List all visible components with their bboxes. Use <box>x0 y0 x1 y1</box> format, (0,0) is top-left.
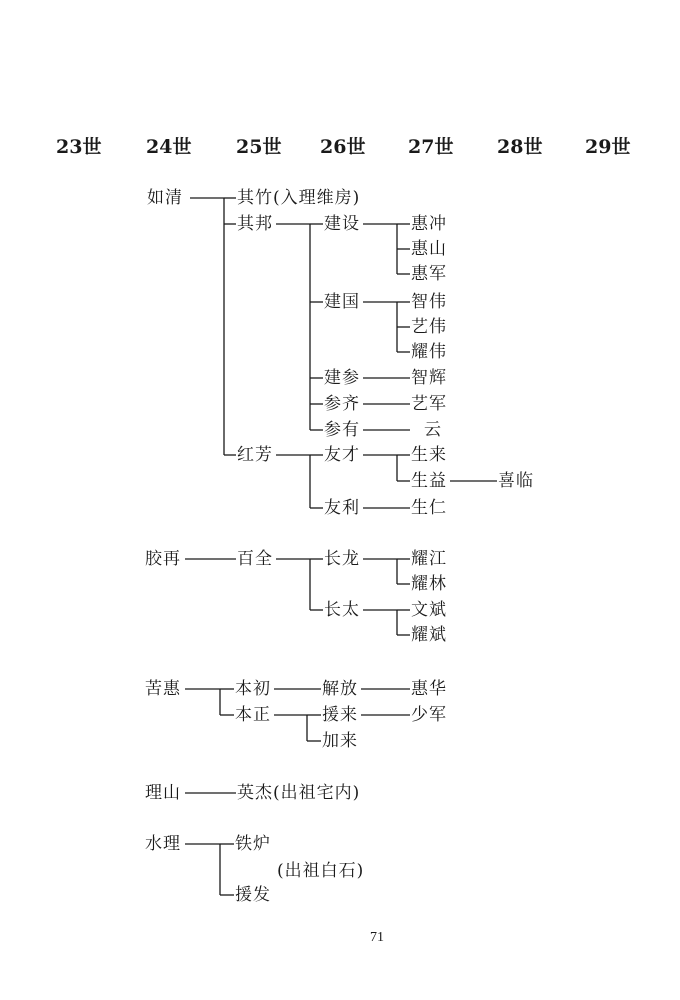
generation-27-label: 27世 <box>408 136 454 158</box>
generation-23-label: 23世 <box>56 136 102 158</box>
person-huihua: 惠华 <box>411 679 447 699</box>
generation-29-label: 29世 <box>585 136 631 158</box>
person-yiwei: 艺伟 <box>411 317 447 337</box>
person-jianshe: 建设 <box>324 214 360 234</box>
person-yingjie: 英杰(出祖宅内) <box>237 783 361 803</box>
person-changlong: 长龙 <box>324 549 360 569</box>
person-yun: 云 <box>424 420 442 440</box>
person-yuanfa: 援发 <box>235 885 271 905</box>
person-jiefang: 解放 <box>322 679 358 699</box>
person-lishan: 理山 <box>145 783 181 803</box>
person-yaobin: 耀斌 <box>411 625 447 645</box>
person-zhiwei: 智伟 <box>411 292 447 312</box>
person-ruqing: 如清 <box>147 188 183 208</box>
generation-24-label: 24世 <box>146 136 192 158</box>
person-benzheng: 本正 <box>235 705 271 725</box>
person-benchu: 本初 <box>235 679 271 699</box>
person-qibang: 其邦 <box>237 214 273 234</box>
person-shengyi: 生益 <box>411 471 447 491</box>
person-jiaoer: 胶再 <box>145 549 181 569</box>
person-canqi: 参齐 <box>324 394 360 414</box>
generation-28-label: 28世 <box>497 136 543 158</box>
person-qizhu: 其竹(入理维房) <box>237 188 361 208</box>
person-wenbin: 文斌 <box>411 600 447 620</box>
person-kuhui: 苦惠 <box>145 679 181 699</box>
person-huishan: 惠山 <box>411 239 447 259</box>
person-jiancan: 建参 <box>324 368 360 388</box>
person-xilin: 喜临 <box>498 471 534 491</box>
person-hongfang: 红芳 <box>237 445 273 465</box>
person-huijun: 惠军 <box>411 264 447 284</box>
note-chuzu-baishi: (出祖白石) <box>277 861 365 881</box>
person-jianguo: 建国 <box>324 292 360 312</box>
generation-26-label: 26世 <box>320 136 366 158</box>
page-number: 71 <box>370 930 384 945</box>
person-yijun: 艺军 <box>411 394 447 414</box>
person-yaowei: 耀伟 <box>411 342 447 362</box>
person-shengren: 生仁 <box>411 498 447 518</box>
person-zhihui: 智辉 <box>411 368 447 388</box>
person-jialai: 加来 <box>322 731 358 751</box>
person-yaojiang: 耀江 <box>411 549 447 569</box>
person-canyou: 参有 <box>324 420 360 440</box>
person-yaolin: 耀林 <box>411 574 447 594</box>
person-shaojun: 少军 <box>411 705 447 725</box>
person-yuanlai: 援来 <box>322 705 358 725</box>
person-tielu: 铁炉 <box>235 834 271 854</box>
person-baiquan: 百全 <box>237 549 273 569</box>
person-youli: 友利 <box>324 498 360 518</box>
person-changtai: 长太 <box>324 600 360 620</box>
generation-25-label: 25世 <box>236 136 282 158</box>
person-shenglai: 生来 <box>411 445 447 465</box>
person-shuili: 水理 <box>145 834 181 854</box>
person-huichong: 惠冲 <box>411 214 447 234</box>
person-youcai: 友才 <box>324 445 360 465</box>
